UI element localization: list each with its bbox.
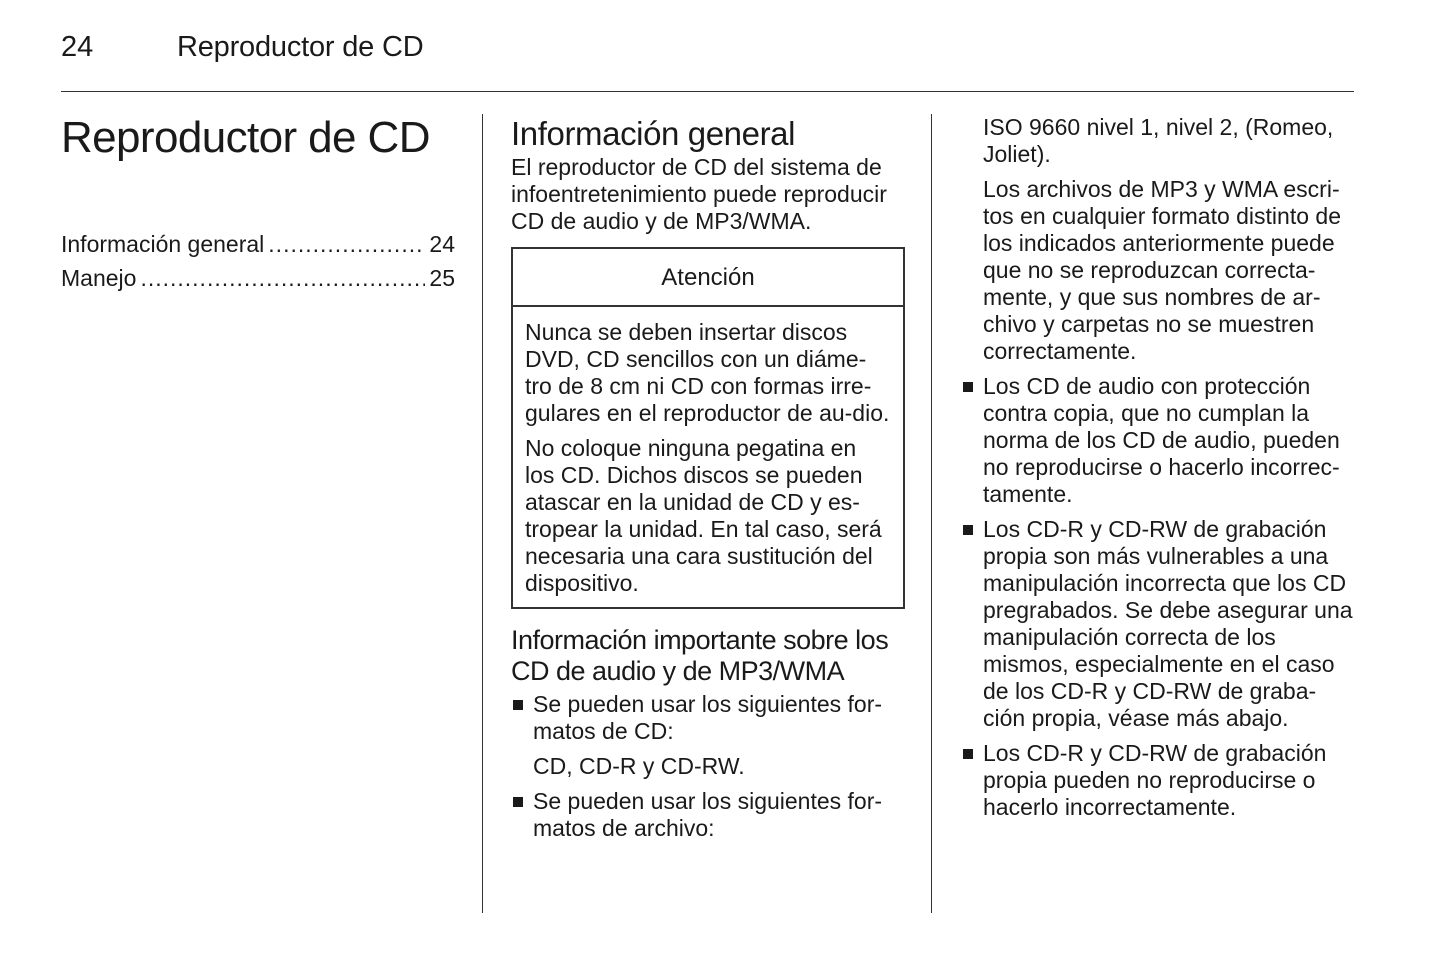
square-bullet-icon <box>963 525 973 535</box>
list-item-text: Los CD-R y CD-RW de grabación propia son más vulnerables a una manipulación incorrecta que los CD pregrabados. Se debe asegurar una manipulación correcta de los mismos, especialmente en el caso de los CD-R y CD-RW de graba-ción propia, véase más abajo. <box>983 516 1353 731</box>
bullet-list <box>511 691 905 842</box>
list-item <box>511 788 905 842</box>
square-bullet-icon <box>963 382 973 392</box>
notice-paragraph: Nunca se deben insertar discos DVD, CD sencillos con un diáme-tro de 8 cm ni CD con formas irre-gulares en el reproductor de au-dio. <box>525 319 890 426</box>
continuation-paragraph: Los archivos de MP3 y WMA escri-tos en cualquier formato distinto de los indicados anteriormente puede que no se reproduzcan correcta-mente, y que sus nombres de ar-chivo y carpetas no se muestren correctamente. <box>983 176 1341 364</box>
continuation-paragraph: ISO 9660 nivel 1, nivel 2, (Romeo, Joliet). <box>983 114 1334 167</box>
square-bullet-icon <box>513 797 523 807</box>
notice-paragraph: No coloque ninguna pegatina en los CD. Dichos discos se pueden atascar en la unidad de CD y es-tropear la unidad. En tal caso, será necesaria una cara sustitución del dispositivo. <box>525 435 882 596</box>
column-divider <box>931 114 932 913</box>
subsection-title: Información importante sobre los CD de audio y de MP3/WMA <box>511 625 889 686</box>
list-item-text: Los CD de audio con protección contra copia, que no cumplan la norma de los CD de audio, pueden no reproducirse o hacerlo incorrec-tamente. <box>983 373 1340 507</box>
page-number: 24 <box>61 31 94 63</box>
toc-entry[interactable] <box>61 261 455 295</box>
toc-entry[interactable] <box>61 227 455 261</box>
list-item <box>961 373 1355 508</box>
section-title: Información general <box>511 115 796 152</box>
list-item-text: Se pueden usar los siguientes for-matos de CD: <box>533 691 883 744</box>
toc-leader <box>268 227 425 261</box>
table-of-contents <box>61 227 455 295</box>
square-bullet-icon <box>963 749 973 759</box>
toc-entry-page: 24 <box>429 231 455 257</box>
toc-entry-label: Información general <box>61 231 265 257</box>
toc-leader <box>140 261 425 295</box>
list-item <box>961 516 1355 732</box>
square-bullet-icon <box>513 700 523 710</box>
notice-title: Atención <box>513 249 903 307</box>
column-3 <box>961 114 1355 821</box>
running-head: Reproductor de CD <box>177 31 424 63</box>
list-item <box>961 740 1355 821</box>
column-divider <box>482 114 483 913</box>
list-item-text: Los CD-R y CD-RW de grabación propia pueden no reproducirse o hacerlo incorrectamente. <box>983 740 1327 820</box>
chapter-title: Reproductor de CD <box>61 113 430 162</box>
bullet-list <box>961 373 1355 821</box>
toc-entry-label: Manejo <box>61 265 137 291</box>
column-2 <box>511 114 905 842</box>
toc-entry-page: 25 <box>429 265 455 291</box>
header-rule <box>61 91 1354 92</box>
intro-paragraph: El reproductor de CD del sistema de infoentretenimiento puede reproducir CD de audio y de MP3/WMA. <box>511 154 887 234</box>
notice-body <box>513 307 903 607</box>
list-item-text: Se pueden usar los siguientes for-matos de archivo: <box>533 788 883 841</box>
notice-box <box>511 247 905 609</box>
list-item-continuation: CD, CD-R y CD-RW. <box>533 753 745 779</box>
list-item <box>511 691 905 780</box>
